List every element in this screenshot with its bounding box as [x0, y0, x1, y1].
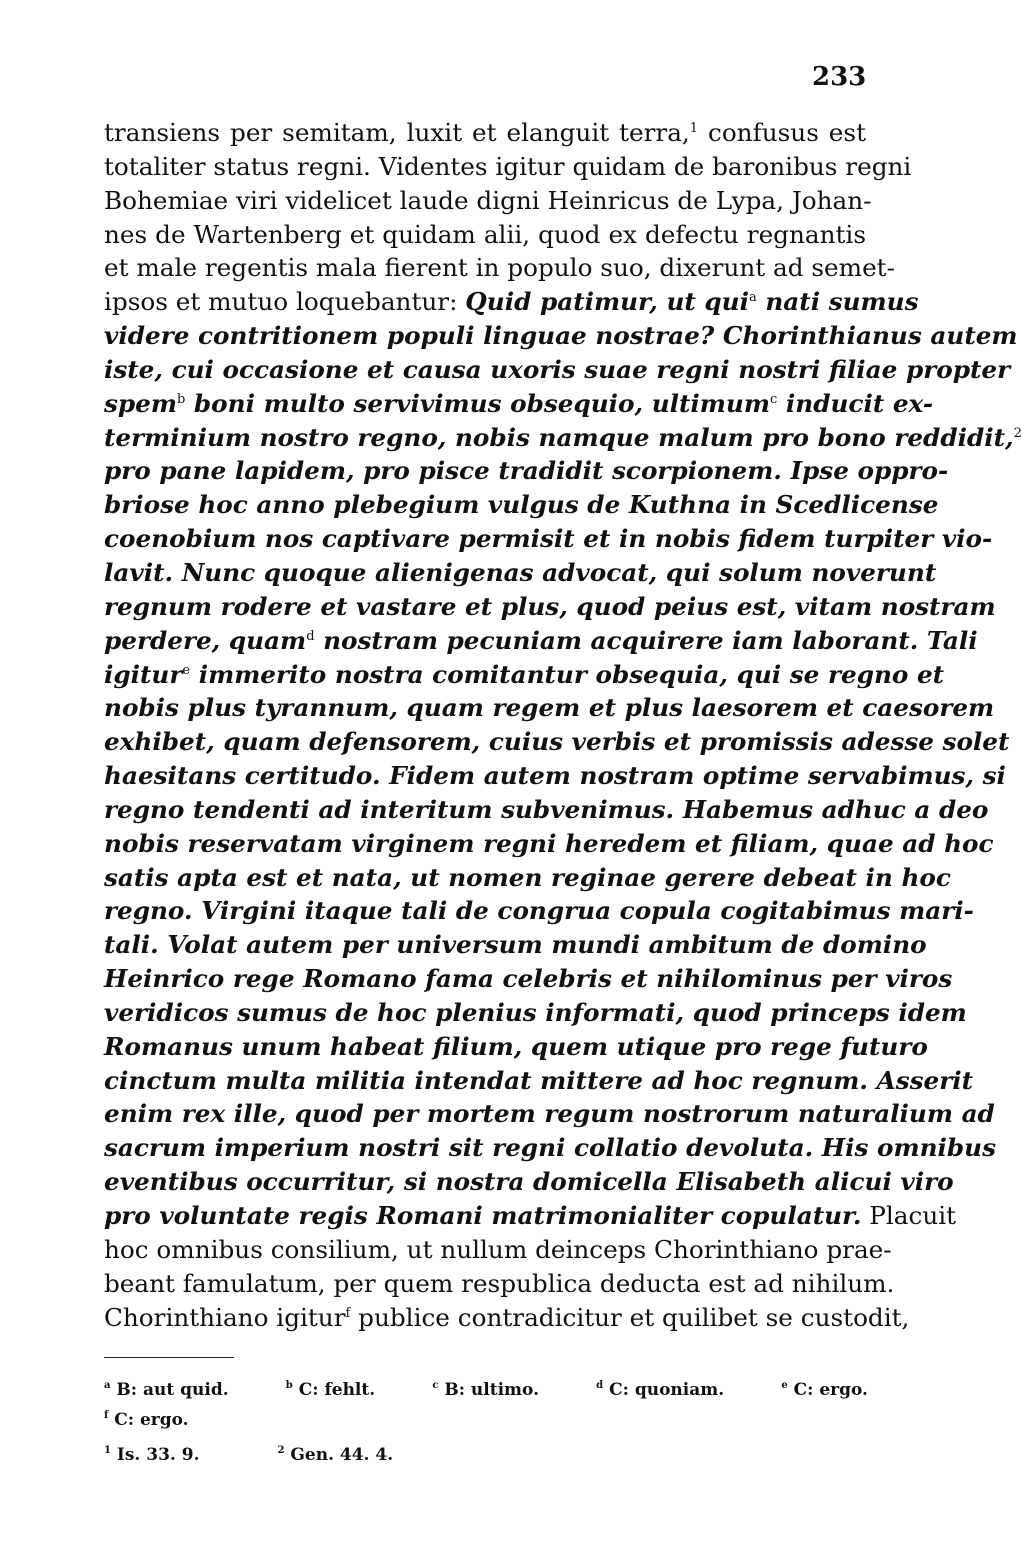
text-line	[104, 759, 1006, 793]
footnote-marker: d	[596, 1380, 604, 1391]
text-line	[104, 421, 1022, 455]
footnote	[286, 1375, 375, 1405]
text-line	[104, 285, 919, 319]
italic-text-segment: pro voluntate regis Romani matrimonialiter copulatur.	[104, 1201, 862, 1230]
footnote-marker: f	[104, 1410, 109, 1421]
text-line	[104, 319, 1018, 353]
text-line	[104, 590, 996, 624]
footnote	[596, 1375, 724, 1405]
italic-text-segment: regnum rodere et vastare et plus, quod peius est, vitam nostram	[104, 591, 996, 621]
source-notes	[104, 1440, 868, 1470]
italic-text-segment: terminium nostro regno, nobis namque malum pro bono reddidit,	[104, 422, 1014, 452]
italic-text-segment: inducit ex-	[777, 388, 934, 418]
text-line	[104, 1267, 895, 1301]
italic-text-segment: nobis plus tyrannum, quam regem et plus laesorem et caesorem	[104, 693, 995, 723]
footnote	[278, 1440, 394, 1470]
italic-text-segment: nati sumus	[756, 287, 919, 317]
text-line	[104, 1064, 974, 1098]
italic-text-segment: tali. Volat autem per universum mundi ambitum de domino	[104, 930, 927, 960]
text-line	[104, 1097, 995, 1131]
footnote-text: B: aut quid.	[116, 1380, 229, 1400]
footnote-marker: d	[306, 628, 315, 644]
text-segment: hoc omnibus consilium, ut nullum deinceps Chorinthiano prae-	[104, 1234, 892, 1264]
variant-notes-row	[104, 1405, 868, 1435]
italic-text-segment: coenobium nos captivare permisit et in nobis fidem turpiter vio-	[104, 524, 993, 554]
variant-notes	[104, 1375, 868, 1435]
text-line	[104, 1233, 892, 1267]
text-line	[104, 894, 974, 928]
text-segment: Chorinthiano igitur	[104, 1302, 346, 1332]
italic-text-segment: briose hoc anno plebegium vulgus de Kuthna in Scedlicense	[104, 490, 939, 520]
italic-text-segment: Heinrico rege Romano fama celebris et nihilominus per viros	[104, 964, 953, 994]
text-segment: transiens per semitam, luxit et elanguit terra,	[104, 118, 690, 147]
source-notes-row	[104, 1440, 868, 1470]
footnote-marker: a	[749, 290, 757, 306]
text-line	[104, 1131, 997, 1165]
variant-notes-row	[104, 1375, 868, 1405]
text-segment: totaliter status regni. Videntes igitur quidam de baronibus regni	[104, 151, 912, 181]
text-segment: et male regentis mala fierent in populo suo, dixerunt ad semet-	[104, 253, 895, 283]
text-line	[104, 353, 1011, 387]
italic-text-segment: perdere, quam	[104, 625, 307, 655]
footnote-marker: b	[285, 1380, 293, 1391]
footnote-marker: e	[781, 1380, 788, 1391]
footnote	[104, 1405, 189, 1435]
footnote-text: C: fehlt.	[298, 1380, 376, 1400]
text-line	[104, 522, 993, 556]
italic-text-segment: regno. Virgini itaque tali de congrua copula cogitabimus mari-	[104, 896, 974, 926]
italic-text-segment: lavit. Nunc quoque alienigenas advocat, qui solum noverunt	[104, 557, 937, 587]
text-line	[104, 1301, 910, 1335]
footnote-text: C: ergo.	[114, 1410, 189, 1430]
footnote-text: Is. 33. 9.	[116, 1445, 200, 1465]
italic-text-segment: iste, cui occasione et causa uxoris suae regni nostri filiae propter	[104, 354, 1011, 384]
italic-text-segment: spem	[104, 388, 177, 418]
italic-text-segment: eventibus occurritur, si nostra domicella Elisabeth alicui viro	[104, 1167, 954, 1197]
italic-text-segment: immerito nostra comitantur obsequia, qui se regno et	[190, 659, 945, 689]
footnote-text: B: ultimo.	[444, 1380, 539, 1400]
footnote-marker: c	[432, 1380, 439, 1391]
page-number: 233	[812, 62, 867, 92]
text-segment: publice contradicitur et quilibet se custodit,	[350, 1302, 910, 1332]
italic-text-segment: regno tendenti ad interitum subvenimus. Habemus adhuc a deo	[104, 794, 989, 824]
text-line	[104, 556, 937, 590]
footnote-marker: 1	[104, 1445, 111, 1456]
italic-text-segment: Quid patimur, ut qui	[465, 287, 749, 317]
italic-text-segment: cinctum multa militia intendat mittere ad hoc regnum. Asserit	[104, 1065, 974, 1095]
italic-text-segment: igitur	[104, 659, 183, 689]
italic-text-segment: satis apta est et nata, ut nomen reginae gerere debeat in hoc	[104, 862, 951, 892]
text-line	[104, 218, 866, 252]
text-line	[104, 1030, 928, 1064]
text-segment: Bohemiae viri videlicet laude digni Heinricus de Lypa, Johan-	[104, 185, 872, 215]
italic-text-segment: boni multo servivimus obsequio, ultimum	[185, 388, 770, 418]
text-line	[104, 658, 945, 692]
footnote-marker: 2	[277, 1445, 285, 1456]
text-segment: confusus est	[698, 118, 866, 147]
text-line	[104, 725, 1010, 759]
italic-text-segment: videre contritionem populi linguae nostrae? Chorinthianus autem	[104, 321, 1018, 351]
text-line	[104, 1199, 957, 1233]
text-line	[104, 691, 995, 725]
italic-text-segment: Romanus unum habeat filium, quem utique pro rege futuro	[104, 1031, 928, 1061]
text-segment: ipsos et mutuo loquebantur:	[104, 287, 466, 317]
footnote-marker: f	[345, 1305, 351, 1321]
text-line	[104, 454, 949, 488]
footnote-text: Gen. 44. 4.	[290, 1445, 394, 1465]
main-text	[104, 116, 1022, 1334]
text-segment: beant famulatum, per quem respublica deducta est ad nihilum.	[104, 1268, 895, 1298]
footnote-marker: 1	[689, 121, 699, 136]
text-line	[104, 624, 978, 658]
text-line	[104, 793, 989, 827]
text-line	[104, 962, 953, 996]
text-line	[104, 116, 866, 150]
text-line	[104, 861, 951, 895]
text-line	[104, 184, 872, 218]
text-line	[104, 150, 912, 184]
text-line	[104, 928, 927, 962]
footnote	[781, 1375, 868, 1405]
footnote-marker: a	[104, 1380, 111, 1391]
text-segment: Placuit	[861, 1201, 957, 1230]
italic-text-segment: sacrum imperium nostri sit regni collatio devoluta. His omnibus	[104, 1133, 997, 1163]
italic-text-segment: haesitans certitudo. Fidem autem nostram optime servabimus, si	[104, 761, 1006, 791]
footnote-marker: c	[770, 391, 778, 407]
footnote-marker: b	[177, 391, 186, 407]
footnote-separator	[104, 1357, 234, 1358]
italic-text-segment: nostram pecuniam acquirere iam laborant. Tali	[314, 625, 978, 655]
text-line	[104, 996, 967, 1030]
text-line	[104, 488, 939, 522]
italic-text-segment: pro pane lapidem, pro pisce tradidit scorpionem. Ipse oppro-	[104, 456, 949, 486]
footnote-text: C: quoniam.	[609, 1380, 725, 1400]
italic-text-segment: enim rex ille, quod per mortem regum nostrorum naturalium ad	[104, 1099, 995, 1129]
footnote-marker: 2	[1013, 425, 1022, 441]
italic-text-segment: exhibet, quam defensorem, cuius verbis et promissis adesse solet	[104, 727, 1010, 757]
footnote	[104, 1440, 200, 1470]
italic-text-segment: veridicos sumus de hoc plenius informati, quod princeps idem	[104, 997, 967, 1027]
italic-text-segment: nobis reservatam virginem regni heredem et filiam, quae ad hoc	[104, 828, 994, 858]
text-line	[104, 1165, 954, 1199]
text-segment: nes de Wartenberg et quidam alii, quod ex defectu regnantis	[104, 219, 866, 249]
text-line	[104, 251, 895, 285]
footnote-text: C: ergo.	[793, 1380, 868, 1400]
footnote	[104, 1375, 229, 1405]
text-line	[104, 827, 994, 861]
text-line	[104, 387, 934, 421]
footnote-marker: e	[182, 662, 191, 678]
footnote	[432, 1375, 539, 1405]
